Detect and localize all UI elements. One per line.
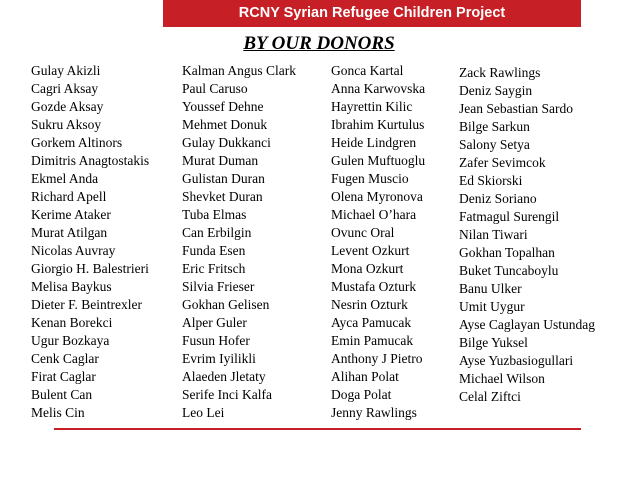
donor-name: Ekmel Anda bbox=[31, 171, 99, 186]
donor-name: Kalman Angus Clark bbox=[182, 63, 296, 78]
donor-name: Cagri Aksay bbox=[31, 81, 99, 96]
donor-name: Doga Polat bbox=[331, 387, 392, 402]
donor-name: Cenk Caglar bbox=[31, 351, 99, 366]
donor-name: Emin Pamucak bbox=[331, 333, 414, 348]
donor-name: Shevket Duran bbox=[182, 189, 263, 204]
donor-name: Michael O’hara bbox=[331, 207, 417, 222]
donor-name: Alaeden Jletaty bbox=[182, 369, 266, 384]
donor-name: Ugur Bozkaya bbox=[31, 333, 110, 348]
donor-column-3 bbox=[331, 62, 425, 422]
donor-name: Nicolas Auvray bbox=[31, 243, 116, 258]
donor-name: Ibrahim Kurtulus bbox=[331, 117, 425, 132]
banner-title: RCNY Syrian Refugee Children Project bbox=[238, 5, 506, 21]
donor-name: Fatmagul Surengil bbox=[459, 209, 560, 224]
donor-name: Tuba Elmas bbox=[182, 207, 247, 222]
donor-name: Celal Ziftci bbox=[459, 389, 521, 404]
donor-name: Kerime Ataker bbox=[31, 207, 111, 222]
donor-name: Ovunc Oral bbox=[331, 225, 395, 240]
donor-name: Eric Fritsch bbox=[182, 261, 246, 276]
donor-name: Silvia Frieser bbox=[182, 279, 255, 294]
section-heading: BY OUR DONORS bbox=[243, 33, 395, 54]
donor-name: Gonca Kartal bbox=[331, 63, 404, 78]
donor-name: Melisa Baykus bbox=[31, 279, 112, 294]
donor-name: Salony Setya bbox=[459, 137, 530, 152]
donor-name: Richard Apell bbox=[31, 189, 107, 204]
donor-name: Can Erbilgin bbox=[182, 225, 252, 240]
donor-name: Alper Guler bbox=[182, 315, 247, 330]
donor-name: Gulistan Duran bbox=[182, 171, 265, 186]
donor-name: Dieter F. Beintrexler bbox=[31, 297, 143, 312]
donor-name: Nilan Tiwari bbox=[459, 227, 528, 242]
donor-name: Deniz Saygin bbox=[459, 83, 533, 98]
donor-name: Buket Tuncaboylu bbox=[459, 263, 559, 278]
donor-name: Murat Atilgan bbox=[31, 225, 108, 240]
donor-name: Zack Rawlings bbox=[459, 65, 541, 80]
donor-name: Murat Duman bbox=[182, 153, 259, 168]
donor-name: Gorkem Altinors bbox=[31, 135, 123, 150]
donor-column-4 bbox=[459, 64, 595, 406]
donor-name: Leo Lei bbox=[182, 405, 225, 420]
donor-name: Zafer Sevimcok bbox=[459, 155, 546, 170]
donor-name: Jean Sebastian Sardo bbox=[459, 101, 573, 116]
donor-name: Firat Caglar bbox=[31, 369, 96, 384]
donor-name: Levent Ozkurt bbox=[331, 243, 410, 258]
donor-name: Olena Myronova bbox=[331, 189, 423, 204]
donor-name: Heide Lindgren bbox=[331, 135, 417, 150]
donor-name: Jenny Rawlings bbox=[331, 405, 417, 420]
bottom-divider bbox=[54, 428, 581, 430]
donor-name: Kenan Borekci bbox=[31, 315, 113, 330]
donor-name: Alihan Polat bbox=[331, 369, 399, 384]
donor-name: Ayca Pamucak bbox=[331, 315, 412, 330]
donor-name: Mona Ozkurt bbox=[331, 261, 404, 276]
donor-name: Serife Inci Kalfa bbox=[182, 387, 272, 402]
title-banner bbox=[163, 0, 581, 27]
donor-name: Evrim Iyilikli bbox=[182, 351, 256, 366]
donor-name: Gokhan Topalhan bbox=[459, 245, 555, 260]
donor-name: Michael Wilson bbox=[459, 371, 545, 386]
donor-name: Paul Caruso bbox=[182, 81, 248, 96]
donor-name: Gulay Dukkanci bbox=[182, 135, 271, 150]
donor-name: Gulay Akizli bbox=[31, 63, 101, 78]
donor-name: Funda Esen bbox=[182, 243, 246, 258]
donor-name: Gulen Muftuoglu bbox=[331, 153, 426, 168]
donor-name: Mustafa Ozturk bbox=[331, 279, 417, 294]
donor-name: Youssef Dehne bbox=[182, 99, 264, 114]
donor-name: Anthony J Pietro bbox=[331, 351, 423, 366]
donor-name: Gozde Aksay bbox=[31, 99, 104, 114]
donor-name: Ayse Yuzbasiogullari bbox=[459, 353, 574, 368]
donor-name: Melis Cin bbox=[31, 405, 85, 420]
donor-name: Fusun Hofer bbox=[182, 333, 250, 348]
donor-name: Hayrettin Kilic bbox=[331, 99, 413, 114]
donor-name: Banu Ulker bbox=[459, 281, 522, 296]
donor-name: Nesrin Ozturk bbox=[331, 297, 408, 312]
donor-name: Ayse Caglayan Ustundag bbox=[459, 317, 595, 332]
donor-column-1 bbox=[31, 62, 149, 422]
donor-name: Giorgio H. Balestrieri bbox=[31, 261, 149, 276]
donor-column-2 bbox=[182, 62, 296, 422]
donor-name: Bilge Yuksel bbox=[459, 335, 528, 350]
donor-name: Gokhan Gelisen bbox=[182, 297, 270, 312]
donor-name: Sukru Aksoy bbox=[31, 117, 102, 132]
donor-name: Fugen Muscio bbox=[331, 171, 409, 186]
donor-name: Anna Karwovska bbox=[331, 81, 426, 96]
donor-name: Ed Skiorski bbox=[459, 173, 523, 188]
donor-name: Mehmet Donuk bbox=[182, 117, 268, 132]
donor-name: Dimitris Anagtostakis bbox=[31, 153, 150, 168]
donor-name: Bulent Can bbox=[31, 387, 93, 402]
donor-name: Deniz Soriano bbox=[459, 191, 537, 206]
donor-name: Umit Uygur bbox=[459, 299, 525, 314]
donor-name: Bilge Sarkun bbox=[459, 119, 530, 134]
